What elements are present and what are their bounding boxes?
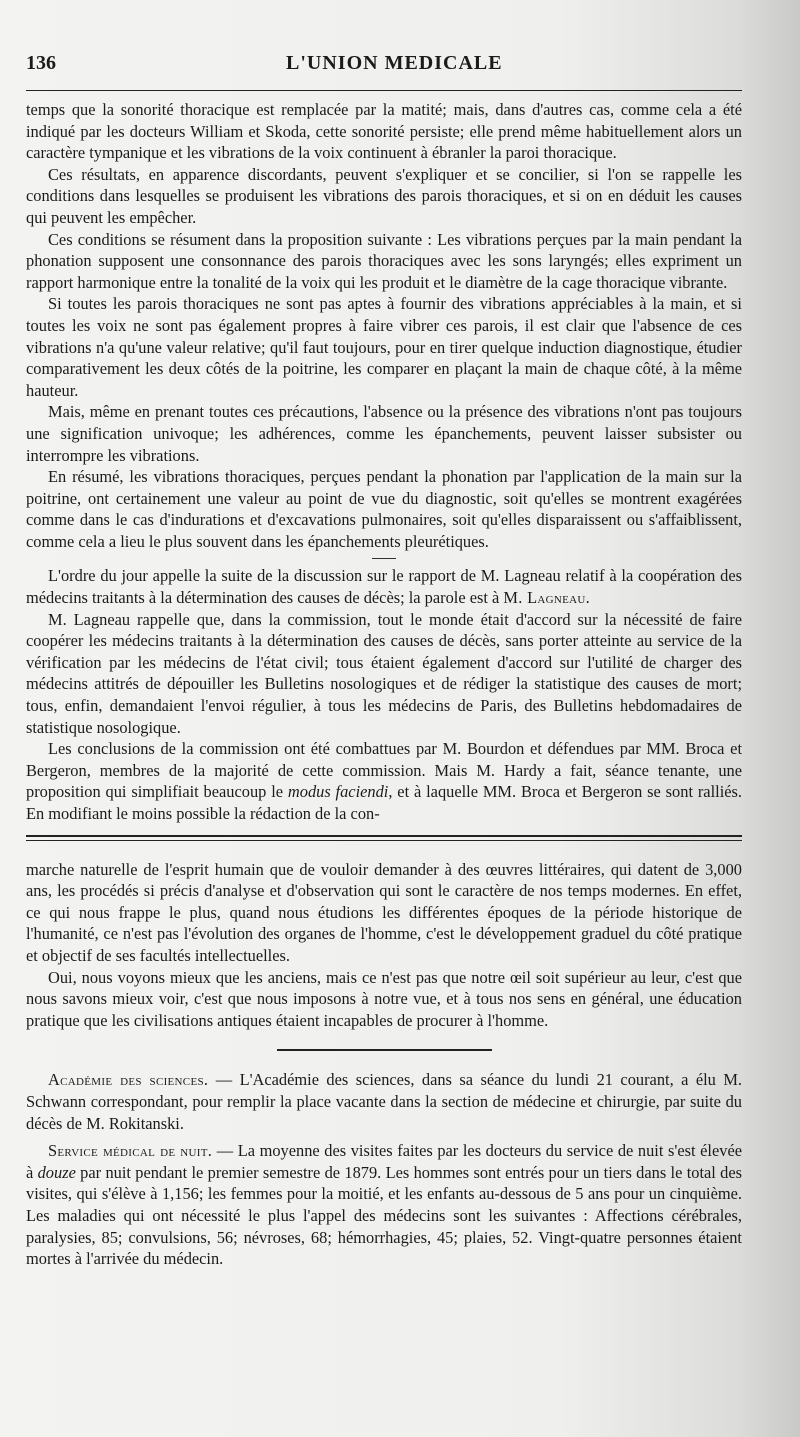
speaker-name: M. Lagneau.: [503, 588, 591, 608]
paragraph: [26, 738, 742, 824]
paragraph: Si toutes les parois thoraciques ne sont pas aptes à fournir des vibrations appréciables à la main, et si toutes les voix ne sont pas également propres à faire vibrer ces parois, il est clair que l'absence de ces vibrations n'a qu'une valeur relative; qu'il faut toujours, pour en tirer quelque induction diagnostique, étudier comparativement les deux côtés de la poitrine, les comparer en plaçant la main de chaque côté, à la même hauteur.: [26, 294, 742, 400]
news-text: — La moyenne des visites faites par les docteurs du service de nuit s'est élevée à: [26, 1141, 742, 1182]
italic-term: douze: [37, 1162, 76, 1182]
news-heading: Service médical de nuit.: [48, 1141, 213, 1161]
paragraph: En résumé, les vibrations thoraciques, perçues pendant la phonation par l'application de la main sur la poitrine, ont certainement une valeur au point de vue du diagnostic, soit qu'elles se montrent exagérées comme dans le cas d'indurations et d'excavations pulmonaires, soit qu'elles disparaissent ou s'affaiblissent, comme cela a lieu le plus souvent dans les épanchements pleurétiques.: [26, 467, 742, 551]
text-run: Les conclusions de la commission ont été combattues par M. Bourdon et défendues par MM. Broca et Bergeron, membres de la majorité de cette commission. Mais M. Hardy a fait, séance tenante, une proposition qui simplifiait beaucoup le: [26, 739, 742, 802]
paragraph: [26, 565, 742, 608]
main-article: [26, 99, 742, 825]
news-academie: [26, 1069, 742, 1134]
news-heading: Académie des sciences.: [48, 1070, 209, 1090]
paragraph: marche naturelle de l'esprit humain que de vouloir demander à des œuvres littéraires, qui datent de 3,000 ans, les procédés si précis d'analyse et d'observation qui sont le caractère de nos temps modernes. En effet, ce qui nous frappe le plus, quand nous étudions les différentes époques de la période historique de l'humanité, ce n'est pas l'évolution des organes de l'homme, c'est le développement graduel du côté pratique et objectif de ses facultés intellectuelles.: [26, 859, 742, 965]
news-text: par nuit pendant le premier semestre de 1879. Les hommes sont entrés pour un tiers dans le total des visites, qui s'élève à 1,156; les femmes pour la moitié, et les enfants au-dessous de 5 ans pour un cinquième. Les maladies qui ont nécessité le plus l'appel des médecins sont les suivantes : Affections cérébrales, paralysies, 85; convulsions, 56; névroses, 68; hémorrhagies, 45; plaies, 52. Vingt-quatre personnes étaient mortes à l'arrivée du médecin.: [26, 1162, 743, 1269]
paragraph: M. Lagneau rappelle que, dans la commission, tout le monde était d'accord sur la nécessité de faire coopérer les médecins traitants à la détermination des causes de décès, sans porter atteinte au service de la vérification par les médecins de l'état civil; tous étaient également d'accord sur l'utilité de charger des médecins attitrés de dépouiller les Bulletins nosologiques et de rédiger la statistique des causes de mort; tous, enfin, demandaient l'envoi régulier, à tous les médecins de Paris, des Bulletins hebdomadaires de statistique nosologique.: [26, 609, 742, 737]
paragraph: Ces conditions se résument dans la proposition suivante : Les vibrations perçues par la main pendant la phonation supposent une consonnance des parois thoraciques avec les sons laryngés; elles expriment un rapport harmonique entre la tonalité de la voix qui les produit et le diamètre de la cage thoracique vibrante.: [26, 229, 742, 292]
text-run: , et à laquelle MM. Broca et Bergeron se sont ralliés. En modifiant le moins possible la rédaction de la con-: [26, 782, 742, 823]
news-items: [26, 1069, 742, 1269]
section-separator: [372, 558, 396, 559]
paragraph: temps que la sonorité thoracique est remplacée par la matité; mais, dans d'autres cas, comme cela a été indiqué par les docteurs William et Skoda, cette sonorité persiste; elle prend même habituellement alors un caractère tympanique et les vibrations de la voix continuent à ébranler la paroi thoracique.: [26, 100, 742, 163]
agenda-text: L'ordre du jour appelle la suite de la discussion sur le rapport de M. Lagneau relatif à la coopération des médecins traitants à la détermination des causes de décès; la parole est à: [26, 566, 742, 608]
feuilleton: [26, 859, 742, 1032]
header-rule: [26, 90, 742, 91]
paragraph: Mais, même en prenant toutes ces précautions, l'absence ou la présence des vibrations n'ont pas toujours une signification univoque; les adhérences, comme les épanchements, peuvent laisser subsister ou interrompre les vibrations.: [26, 402, 742, 465]
paragraph: Oui, nous voyons mieux que les anciens, mais ce n'est pas que notre œil soit supérieur au leur, c'est que nous savons mieux voir, c'est que nous imposons à notre vue, et à tous nos sens en général, une éducation pratique que les civilisations antiques étaient incapables de procurer à l'homme.: [26, 967, 742, 1030]
center-rule: [277, 1049, 492, 1051]
page-header: [26, 52, 742, 88]
news-text: — L'Académie des sciences, dans sa séance du lundi 21 courant, a élu M. Schwann correspondant, pour remplir la place vacante dans la section de médecine et chirurgie, par suite du décès de M. Rokitanski.: [26, 1070, 742, 1133]
paragraph: Ces résultats, en apparence discordants, peuvent s'expliquer et se concilier, si l'on se rappelle les conditions dans lesquelles se produisent les vibrations des parois thoraciques, et si on en déduit les causes qui peuvent les empêcher.: [26, 164, 742, 227]
italic-term: modus faciendi: [287, 782, 389, 802]
news-service-nuit: [26, 1140, 742, 1270]
page-number: 136: [26, 52, 56, 74]
feuilleton-rule: [26, 835, 742, 841]
running-head: L'UNION MEDICALE: [286, 52, 503, 74]
